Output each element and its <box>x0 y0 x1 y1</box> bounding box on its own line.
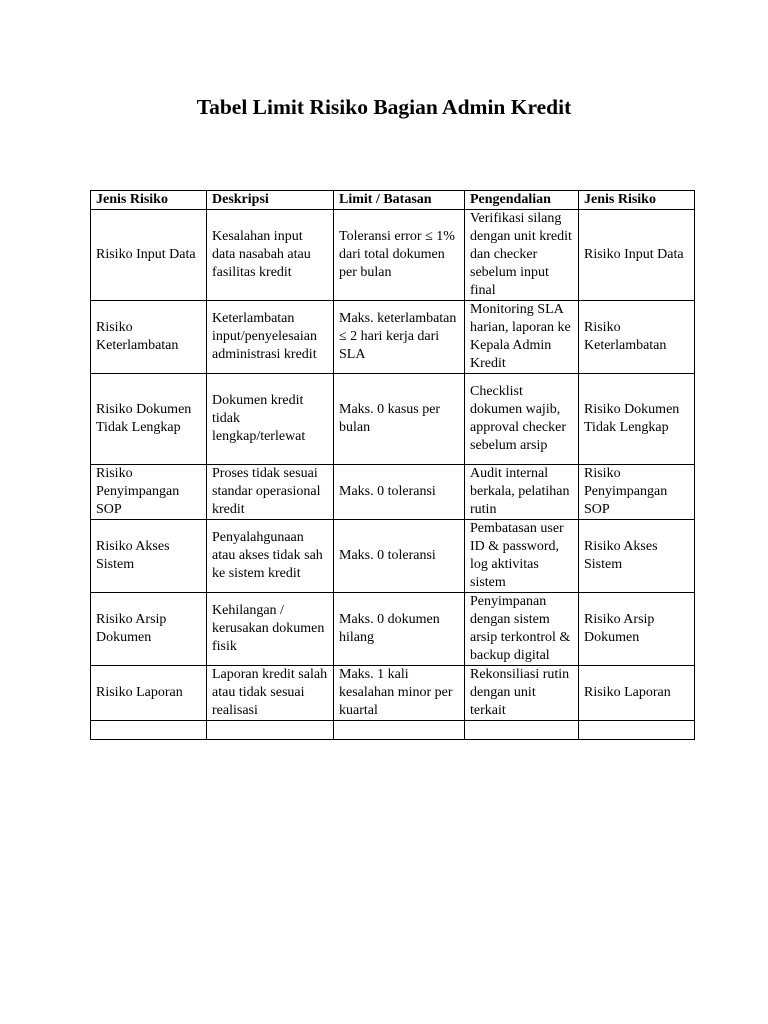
cell-jenis-risiko: Risiko Dokumen Tidak Lengkap <box>91 374 207 465</box>
cell-pengendalian: Monitoring SLA harian, laporan ke Kepala Admin Kredit <box>465 301 579 374</box>
cell-deskripsi: Laporan kredit salah atau tidak sesuai realisasi <box>207 666 334 721</box>
table-row <box>91 374 695 465</box>
header-pengendalian: Pengendalian <box>465 191 579 210</box>
cell-jenis-risiko: Risiko Akses Sistem <box>91 520 207 593</box>
cell-deskripsi: Keterlambatan input/penyelesaian administrasi kredit <box>207 301 334 374</box>
cell-pengendalian: Penyimpanan dengan sistem arsip terkontrol & backup digital <box>465 593 579 666</box>
header-jenis-risiko-2: Jenis Risiko <box>579 191 695 210</box>
cell-empty <box>91 721 207 740</box>
cell-limit: Toleransi error ≤ 1% dari total dokumen per bulan <box>334 210 465 301</box>
cell-pengendalian: Verifikasi silang dengan unit kredit dan checker sebelum input final <box>465 210 579 301</box>
cell-jenis-risiko-2: Risiko Dokumen Tidak Lengkap <box>579 374 695 465</box>
cell-jenis-risiko: Risiko Keterlambatan <box>91 301 207 374</box>
cell-deskripsi: Penyalahgunaan atau akses tidak sah ke sistem kredit <box>207 520 334 593</box>
cell-limit: Maks. 1 kali kesalahan minor per kuartal <box>334 666 465 721</box>
table-header-row <box>91 191 695 210</box>
header-limit-batasan: Limit / Batasan <box>334 191 465 210</box>
cell-pengendalian: Pembatasan user ID & password, log aktivitas sistem <box>465 520 579 593</box>
table-row <box>91 301 695 374</box>
page-title: Tabel Limit Risiko Bagian Admin Kredit <box>196 95 572 119</box>
cell-empty <box>579 721 695 740</box>
cell-jenis-risiko-2: Risiko Laporan <box>579 666 695 721</box>
cell-pengendalian: Audit internal berkala, pelatihan rutin <box>465 465 579 520</box>
cell-limit: Maks. 0 toleransi <box>334 520 465 593</box>
table-row-empty <box>91 721 695 740</box>
cell-jenis-risiko-2: Risiko Input Data <box>579 210 695 301</box>
cell-limit: Maks. keterlambatan ≤ 2 hari kerja dari SLA <box>334 301 465 374</box>
cell-jenis-risiko-2: Risiko Penyimpangan SOP <box>579 465 695 520</box>
cell-jenis-risiko: Risiko Arsip Dokumen <box>91 593 207 666</box>
cell-deskripsi: Kehilangan / kerusakan dokumen fisik <box>207 593 334 666</box>
table-row <box>91 465 695 520</box>
cell-pengendalian: Checklist dokumen wajib, approval checker sebelum arsip <box>465 374 579 465</box>
cell-deskripsi: Proses tidak sesuai standar operasional kredit <box>207 465 334 520</box>
cell-empty <box>207 721 334 740</box>
table-row <box>91 666 695 721</box>
cell-jenis-risiko: Risiko Laporan <box>91 666 207 721</box>
cell-jenis-risiko-2: Risiko Arsip Dokumen <box>579 593 695 666</box>
header-deskripsi: Deskripsi <box>207 191 334 210</box>
cell-jenis-risiko: Risiko Penyimpangan SOP <box>91 465 207 520</box>
cell-jenis-risiko-2: Risiko Keterlambatan <box>579 301 695 374</box>
cell-deskripsi: Dokumen kredit tidak lengkap/terlewat <box>207 374 334 465</box>
cell-empty <box>465 721 579 740</box>
risk-limit-table <box>90 190 695 740</box>
cell-pengendalian: Rekonsiliasi rutin dengan unit terkait <box>465 666 579 721</box>
cell-limit: Maks. 0 dokumen hilang <box>334 593 465 666</box>
table-row <box>91 210 695 301</box>
header-jenis-risiko: Jenis Risiko <box>91 191 207 210</box>
cell-limit: Maks. 0 toleransi <box>334 465 465 520</box>
cell-empty <box>334 721 465 740</box>
cell-jenis-risiko: Risiko Input Data <box>91 210 207 301</box>
cell-deskripsi: Kesalahan input data nasabah atau fasilitas kredit <box>207 210 334 301</box>
table-row <box>91 593 695 666</box>
cell-jenis-risiko-2: Risiko Akses Sistem <box>579 520 695 593</box>
table-row <box>91 520 695 593</box>
cell-limit: Maks. 0 kasus per bulan <box>334 374 465 465</box>
